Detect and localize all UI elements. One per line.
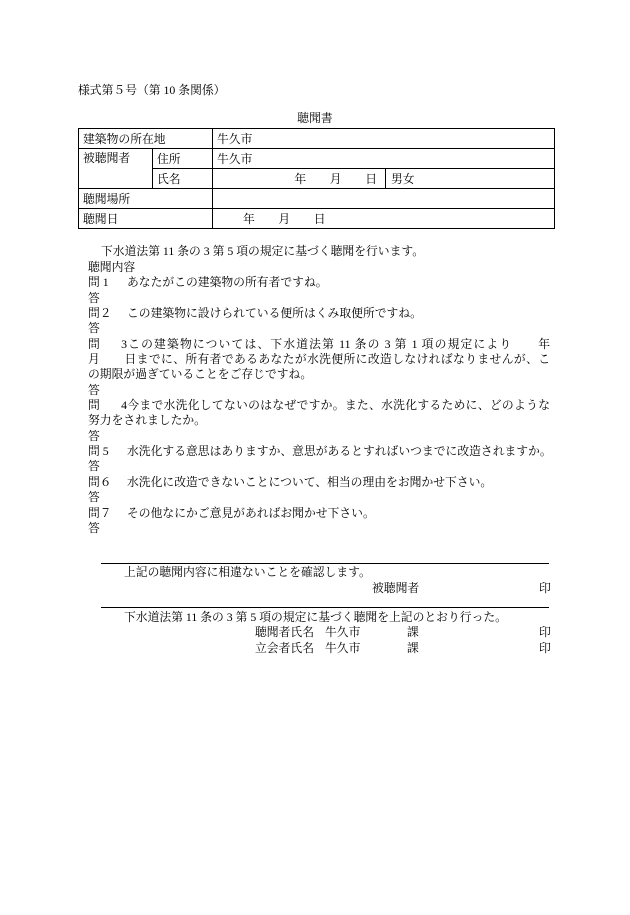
witness-department: 課	[407, 641, 419, 655]
question-text: 水洗化に改造できないことについて、相当の理由をお聞かせ下さい。	[127, 474, 493, 489]
question-text-continued: 努力をされましたか。	[88, 413, 206, 428]
question-text: その他なにかご意見があればお聞かせ下さい。	[127, 505, 375, 520]
table-row-location	[79, 129, 555, 149]
question-5	[88, 444, 550, 459]
respondent-seal: 印	[539, 581, 551, 595]
question-number: 問２	[88, 306, 112, 321]
question-text-continued: の期限が過ぎていることをご存じですね。	[88, 367, 313, 382]
contents-label: 聴聞内容	[88, 260, 136, 274]
address-value: 牛久市	[213, 149, 555, 169]
hearing-contents	[88, 260, 550, 536]
date-value: 年 月 日	[213, 209, 555, 229]
hearer-seal: 印	[539, 625, 551, 639]
table-row-date	[79, 209, 555, 229]
document-title: 聴聞書	[297, 111, 333, 125]
question-text: この建築物に設けられている便所はくみ取便所ですね。	[127, 306, 422, 321]
question-2	[88, 306, 550, 321]
form-number: 様式第５号（第 10 条関係）	[78, 83, 226, 97]
question-number: 問 1	[88, 275, 109, 290]
hearer-department: 課	[407, 625, 419, 639]
question-text-continued: 月 日までに、所有者であるあなたが水洗便所に改造しなければなりませんが、こ	[88, 352, 550, 367]
question-number: 問 3	[88, 336, 127, 351]
hearer-city: 牛久市	[325, 625, 361, 639]
question-number: 問７	[88, 505, 112, 520]
record-divider	[101, 607, 549, 608]
place-label: 聴聞場所	[79, 189, 213, 209]
question-4	[88, 398, 550, 413]
witness-city: 牛久市	[325, 641, 361, 655]
question-7	[88, 506, 550, 521]
question-number: 問 5	[88, 444, 109, 459]
answer-label: 答	[88, 290, 100, 305]
respondent-signature-label: 被聴聞者	[372, 581, 420, 595]
question-1	[88, 275, 550, 290]
question-text: 今まで水洗化してないのはなぜですか。また、水洗化するために、どのような	[127, 398, 550, 413]
question-text: この建築物については、下水道法第 11 条の 3 第 1 項の規定により 年	[127, 336, 550, 351]
witness-name-label: 立会者氏名	[255, 641, 314, 655]
question-text: 水洗化する意思はありますか、意思があるとすればいつまでに改造されますか。	[127, 444, 552, 459]
answer-label: 答	[88, 490, 100, 505]
answer-label: 答	[88, 428, 100, 443]
address-label: 住所	[153, 149, 213, 169]
confirmation-statement: 上記の聴聞内容に相違ないことを確認します。	[124, 565, 371, 579]
respondent-label: 被聴聞者	[79, 149, 153, 189]
record-statement: 下水道法第 11 条の 3 第 5 項の規定に基づく聴聞を上記のとおり行った。	[124, 610, 507, 624]
question-number: 問６	[88, 474, 112, 489]
birth-date: 年 月 日	[213, 169, 386, 189]
location-label: 建築物の所在地	[79, 129, 213, 149]
answer-label: 答	[88, 382, 100, 397]
location-value: 牛久市	[213, 129, 555, 149]
table-row-place	[79, 189, 555, 209]
question-6	[88, 475, 550, 490]
answer-label: 答	[88, 321, 100, 336]
gender: 男女	[386, 169, 555, 189]
question-text: あなたがこの建築物の所有者ですね。	[127, 275, 328, 290]
question-3	[88, 337, 550, 352]
answer-label: 答	[88, 520, 100, 535]
answer-label: 答	[88, 459, 100, 474]
witness-seal: 印	[539, 641, 551, 655]
question-number: 問 4	[88, 398, 127, 413]
hearing-info-table	[78, 128, 555, 229]
hearer-name-label: 聴聞者氏名	[255, 625, 314, 639]
date-label: 聴聞日	[79, 209, 213, 229]
intro-statement: 下水道法第 11 条の 3 第 5 項の規定に基づく聴聞を行います。	[101, 244, 425, 258]
place-value	[213, 189, 555, 209]
table-row-address	[79, 149, 555, 169]
name-label: 氏名	[153, 169, 213, 189]
